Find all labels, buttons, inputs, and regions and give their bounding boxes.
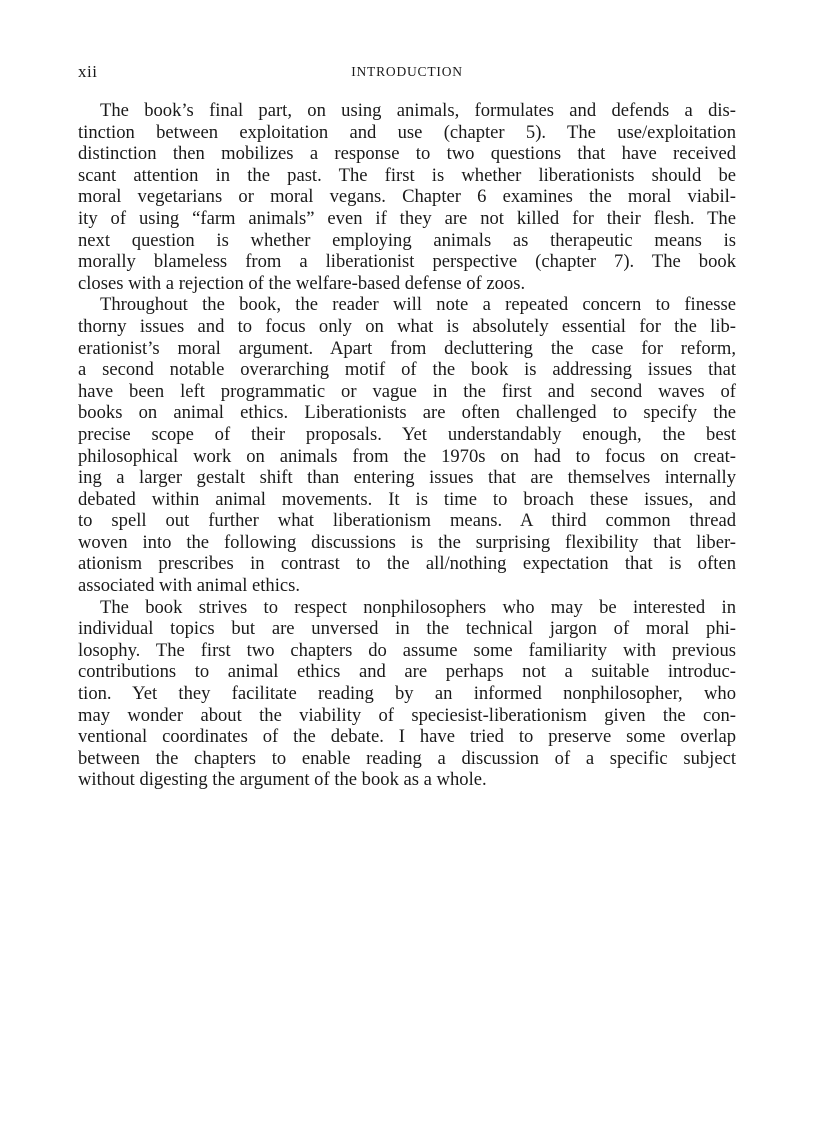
body-text <box>78 100 736 791</box>
text-line: ity of using “farm animals” even if they are not killed for their flesh. The <box>78 207 736 229</box>
text-line: thorny issues and to focus only on what is absolutely essential for the lib- <box>78 315 736 337</box>
text-line: scant attention in the past. The first is whether liberationists should be <box>78 164 736 186</box>
text-line: woven into the following discussions is the surprising flexibility that liber- <box>78 531 736 553</box>
text-line: individual topics but are unversed in the technical jargon of moral phi- <box>78 618 736 640</box>
text-line: next question is whether employing animals as therapeutic means is <box>78 229 736 251</box>
text-line: Throughout the book, the reader will note a repeated concern to finesse <box>100 294 736 316</box>
text-line: have been left programmatic or vague in the first and second waves of <box>78 380 736 402</box>
text-line: between the chapters to enable reading a discussion of a specific subject <box>78 747 736 769</box>
text-line: ventional coordinates of the debate. I have tried to preserve some overlap <box>78 726 736 748</box>
text-line: ationism prescribes in contrast to the all/nothing expectation that is often <box>78 553 736 575</box>
text-line: tinction between exploitation and use (chapter 5). The use/exploitation <box>78 121 736 143</box>
text-line: philosophical work on animals from the 1970s on had to focus on creat- <box>78 445 736 467</box>
text-line: losophy. The first two chapters do assume some familiarity with previous <box>78 639 736 661</box>
text-line: may wonder about the viability of speciesist-liberationism given the con- <box>78 704 736 726</box>
page-number: xii <box>78 62 98 81</box>
text-line: without digesting the argument of the book as a whole. <box>78 769 487 791</box>
running-title: INTRODUCTION <box>351 64 463 79</box>
text-line: morally blameless from a liberationist perspective (chapter 7). The book <box>78 251 736 273</box>
text-line: The book’s final part, on using animals, formulates and defends a dis- <box>100 100 736 121</box>
text-line: ing a larger gestalt shift than entering issues that are themselves internally <box>78 467 736 489</box>
paragraph-3 <box>78 597 736 791</box>
text-line: moral vegetarians or moral vegans. Chapter 6 examines the moral viabil- <box>78 186 736 208</box>
text-line: closes with a rejection of the welfare-based defense of zoos. <box>78 272 526 294</box>
text-line: precise scope of their proposals. Yet understandably enough, the best <box>78 423 736 445</box>
text-line: erationist’s moral argument. Apart from decluttering the case for reform, <box>78 337 736 359</box>
text-line: associated with animal ethics. <box>78 575 301 597</box>
text-line: debated within animal movements. It is time to broach these issues, and <box>78 488 736 510</box>
text-line: tion. Yet they facilitate reading by an informed nonphilosopher, who <box>78 683 736 705</box>
text-line: distinction then mobilizes a response to two questions that have received <box>78 143 736 165</box>
book-page <box>78 0 736 1123</box>
paragraph-1 <box>78 100 736 294</box>
text-line: to spell out further what liberationism means. A third common thread <box>78 510 736 532</box>
text-line: contributions to animal ethics and are perhaps not a suitable introduc- <box>78 661 736 683</box>
paragraph-2 <box>78 294 736 596</box>
text-line: books on animal ethics. Liberationists are often challenged to specify the <box>78 402 736 424</box>
text-line: a second notable overarching motif of the book is addressing issues that <box>78 359 736 381</box>
running-head <box>78 62 736 84</box>
text-line: The book strives to respect nonphilosophers who may be interested in <box>100 596 736 618</box>
